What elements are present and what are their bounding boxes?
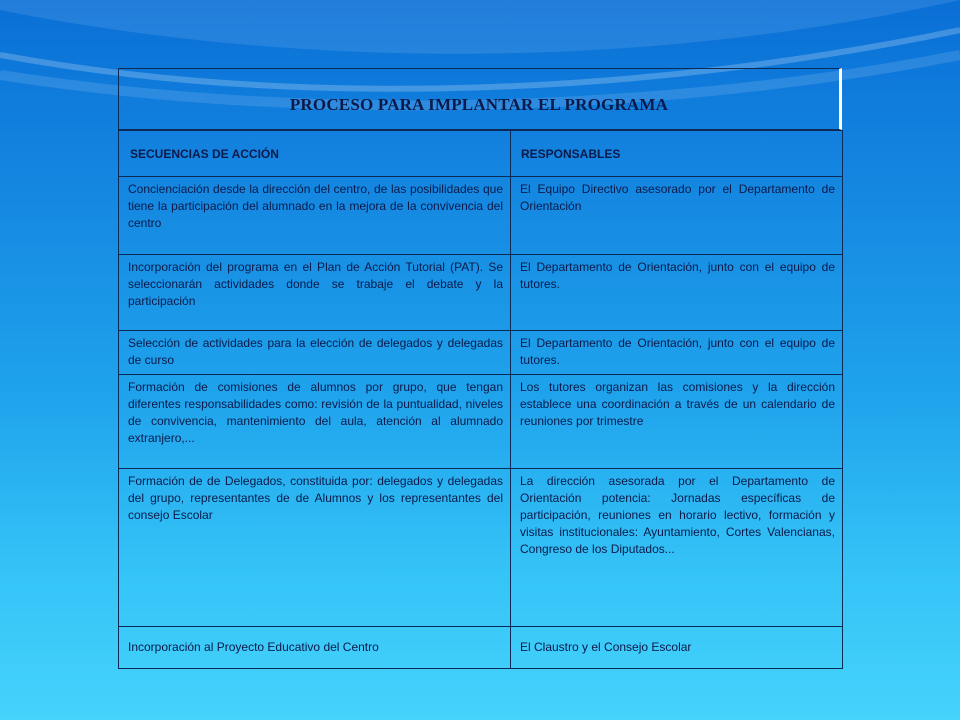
responsables-cell: El Departamento de Orientación, junto con el equipo de tutores. [511, 331, 843, 375]
accion-cell: Formación de comisiones de alumnos por grupo, que tengan diferentes responsabilidades como: revisión de la puntualidad, niveles de convivencia, mantenimiento del aula, atención al alumnado extranjero,... [119, 375, 511, 469]
header-responsables: RESPONSABLES [511, 131, 843, 177]
header-secuencias: SECUENCIAS DE ACCIÓN [119, 131, 511, 177]
table-row [119, 331, 843, 375]
accion-cell: Concienciación desde la dirección del centro, de las posibilidades que tiene la participación del alumnado en la mejora de la convivencia del centro [119, 177, 511, 255]
table-row [119, 469, 843, 627]
table-header-row [119, 131, 843, 177]
responsables-cell: La dirección asesorada por el Departamento de Orientación potencia: Jornadas específicas de participación, reuniones en horario lectivo, formación y visitas institucionales: Ayuntamiento, Cortes Valencianas, Congreso de los Diputados... [511, 469, 843, 627]
process-table [118, 68, 842, 669]
table-row [119, 627, 843, 669]
responsables-cell: El Equipo Directivo asesorado por el Departamento de Orientación [511, 177, 843, 255]
accion-cell: Selección de actividades para la elección de delegados y delegadas de curso [119, 331, 511, 375]
title-box [118, 68, 842, 130]
responsables-cell: El Claustro y el Consejo Escolar [511, 627, 843, 669]
responsables-cell: Los tutores organizan las comisiones y la dirección establece una coordinación a través de un calendario de reuniones por trimestre [511, 375, 843, 469]
table-row [119, 255, 843, 331]
accion-cell: Incorporación del programa en el Plan de Acción Tutorial (PAT). Se seleccionarán actividades donde se trabaje el debate y la participación [119, 255, 511, 331]
responsables-cell: El Departamento de Orientación, junto con el equipo de tutores. [511, 255, 843, 331]
table-row [119, 177, 843, 255]
accion-cell: Formación de de Delegados, constituida por: delegados y delegadas del grupo, representantes de de Alumnos y los representantes del consejo Escolar [119, 469, 511, 627]
table-row [119, 375, 843, 469]
process-grid [118, 130, 843, 669]
page-title: PROCESO PARA IMPLANTAR EL PROGRAMA [289, 95, 669, 114]
accion-cell: Incorporación al Proyecto Educativo del Centro [119, 627, 511, 669]
